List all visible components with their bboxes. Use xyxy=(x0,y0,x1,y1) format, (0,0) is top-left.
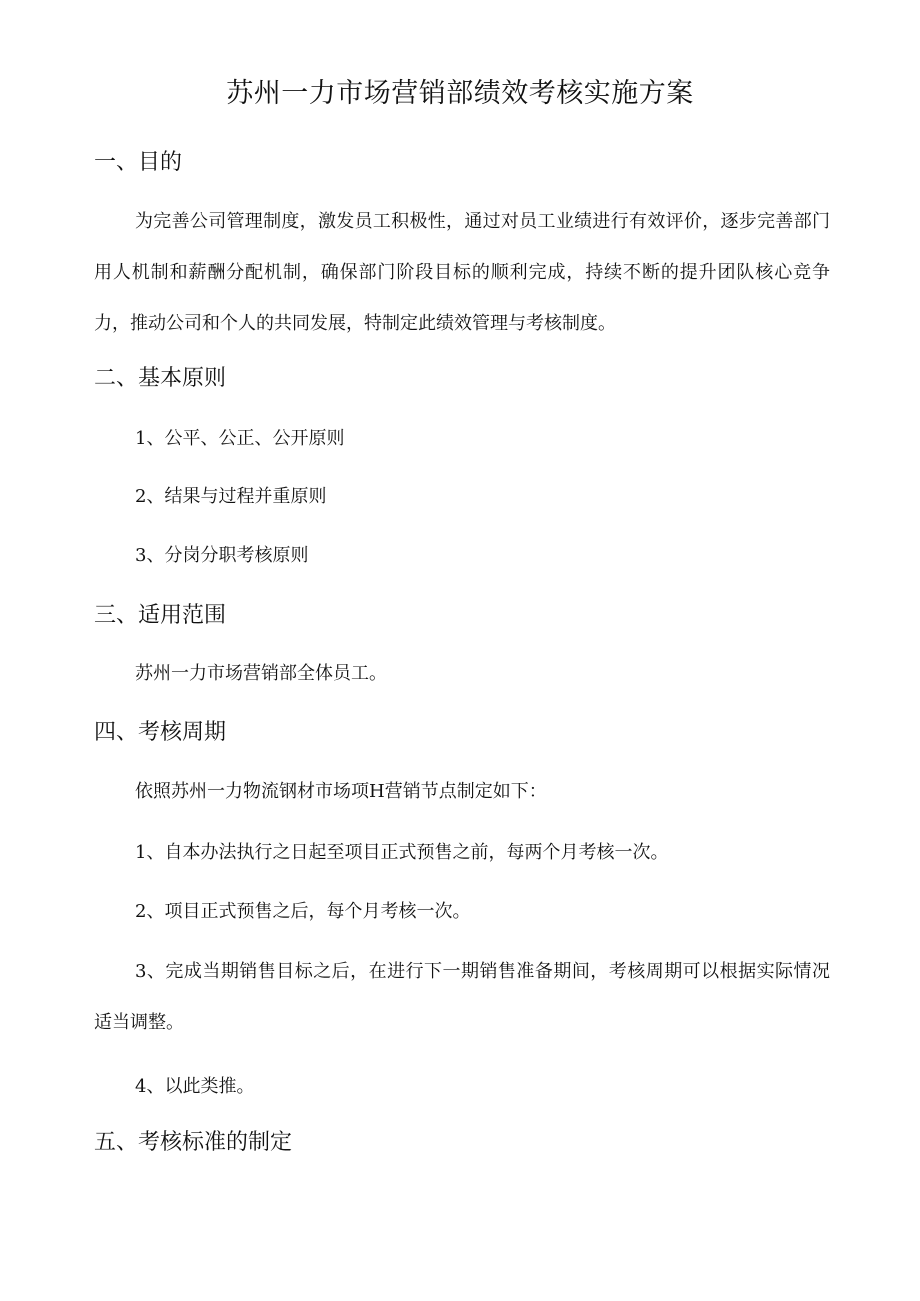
period-intro: 依照苏州一力物流钢材市场项H营销节点制定如下： xyxy=(135,781,547,802)
section-heading-period: 四、考核周期 xyxy=(94,720,227,745)
section-heading-principles: 二、基本原则 xyxy=(94,366,227,391)
period-item-2: 2、项目正式预售之后，每个月考核一次。 xyxy=(135,901,471,922)
section-heading-scope: 三、适用范围 xyxy=(94,603,227,628)
principle-item-2: 2、结果与过程并重原则 xyxy=(135,486,327,507)
document-title: 苏州一力市场营销部绩效考核实施方案 xyxy=(226,78,694,109)
period-item-1: 1、自本办法执行之日起至项目正式预售之前，每两个月考核一次。 xyxy=(135,842,669,863)
section-heading-purpose: 一、目的 xyxy=(94,150,183,175)
section-heading-standards: 五、考核标准的制定 xyxy=(94,1130,293,1155)
scope-paragraph: 苏州一力市场营销部全体员工。 xyxy=(135,663,387,684)
purpose-paragraph: 为完善公司管理制度，激发员工积极性，通过对员工业绩进行有效评价，逐步完善部门用人机制和薪酬分配机制，确保部门阶段目标的顺利完成，持续不断的提升团队核心竞争力，推动公司和个人的共同发展，特制定此绩效管理与考核制度。 xyxy=(94,211,830,334)
period-item-3: 3、完成当期销售目标之后，在进行下一期销售准备期间，考核周期可以根据实际情况适当调整。 xyxy=(94,961,830,1033)
principle-item-3: 3、分岗分职考核原则 xyxy=(135,545,309,566)
principle-item-1: 1、公平、公正、公开原则 xyxy=(135,428,345,449)
period-item-4: 4、以此类推。 xyxy=(135,1076,255,1097)
